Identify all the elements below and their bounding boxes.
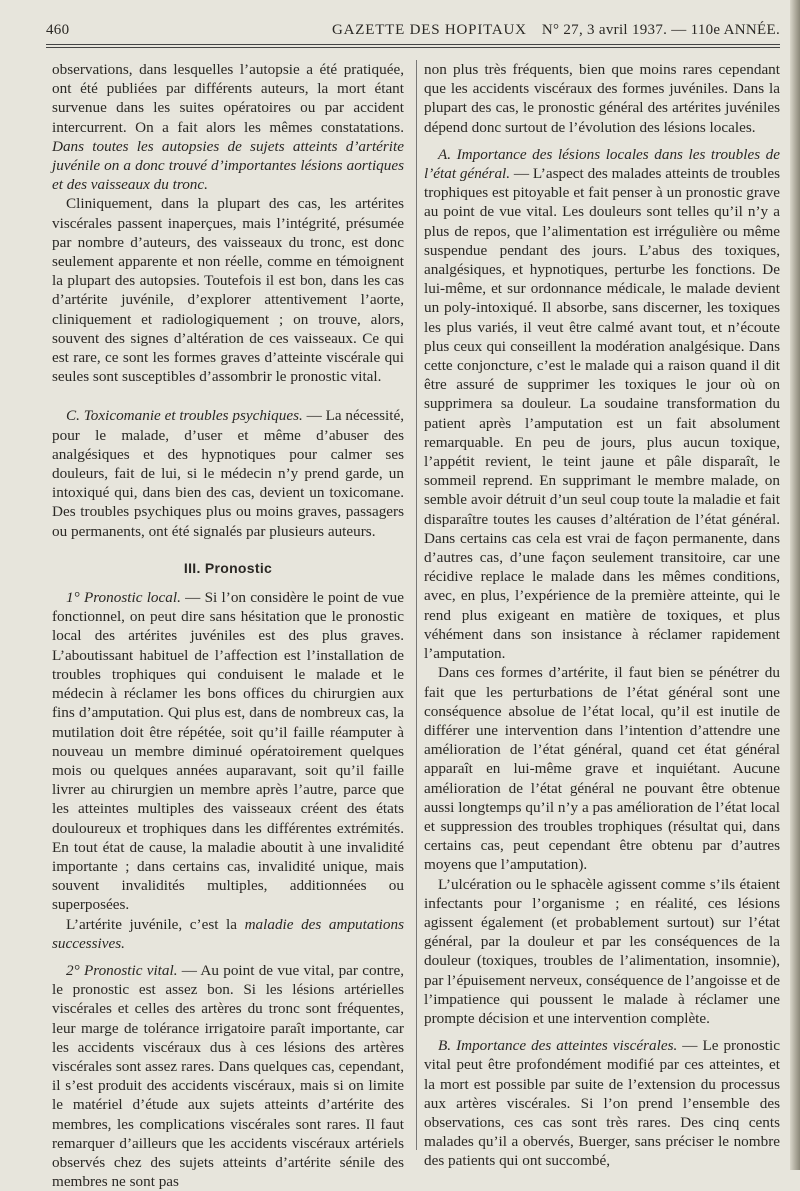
- paragraph: [52, 406, 404, 540]
- paragraph: [52, 588, 404, 914]
- paragraph-text: — La nécessité, pour le malade, d’user et même d’abuser des analgésiques et des hypnotiques pour calmer ses douleurs, fait de lui, si le médecin n’y prend garde, un intoxiqué qui, dans bien des cas, devient un toxicomane. Des troubles psychiques plus ou moins graves, passagers ou permanents, ont été signalés par plusieurs auteurs.: [52, 407, 405, 540]
- paragraph-text: — Le pronostic vital peut être profondément modifié par ces atteintes, et la mort est possible par suite de l’extension du processus aux artères viscérales. Si l’on prend l’ensemble des observations, ces cas sont très rares. Des cinq cents malades qu’il a obervés, Buerger, sans préciser le nombre des patients qui ont succombé,: [424, 1037, 780, 1170]
- header-rule: [46, 44, 780, 45]
- paragraph-lead: B. Importance des atteintes viscérales.: [438, 1037, 678, 1055]
- column-divider: [416, 60, 417, 1150]
- paragraph: [52, 915, 404, 953]
- paragraph-lead: 1° Pronostic local.: [66, 589, 181, 607]
- paragraph: [424, 145, 780, 663]
- page-header: [46, 20, 780, 42]
- paragraph-lead: A. Importance des lésions locales dans les troubles de l’état général.: [424, 145, 780, 183]
- paragraph-text: — Au point de vue vital, par contre, le pronostic est assez bon. Si les lésions artérielles viscérales et celles des artères du tronc sont fréquentes, leur marge de tolérance irrigatoire paraît importante, car les accidents viscéraux dus à ces lésions des artères viscérales sont assez rares. Dans quelques cas, cependant, il s’est produit des accidents viscéraux, mais si on limite le matériel d’étude aux sujets atteints d’artérite des membres, les complications viscérales sont rares. Il faut remarquer d’ailleurs que les accidents viscéraux artériels observés chez des sujets atteints d’artérite sénile des membres ne sont pas: [52, 961, 404, 1191]
- header-rule-2: [46, 47, 780, 48]
- right-column: [424, 60, 780, 1170]
- paragraph-text: — Si l’on considère le point de vue fonctionnel, on peut dire sans hésitation que le pronostic local des artérites juvéniles est des plus graves. L’aboutissant habituel de l’affection est l’installation de troubles trophiques qui conduisent le malade et le médecin à réclamer les bons offices du chirurgien aux fins d’amputation. Qui plus est, dans de nombreux cas, la mutilation doit être répétée, soit qu’il faille réamputer à nouveau un membre diminué opératoirement quelques mois ou quelques années auparavant, soit qu’il faille livrer au chirurgien un membre après l’autre, parce que les atteintes multiples des vaisseaux créent des états douloureux et trophiques dans les différentes extrémités. En tout état de cause, la maladie aboutit à une invalidité importante ; dans certains cas, invalidité unique, mais souvent invalidités multiples, additionnées ou superposées.: [52, 589, 404, 914]
- paragraph: [424, 1036, 780, 1170]
- paragraph: [52, 60, 404, 194]
- paragraph-italic: maladie des amputations successives.: [52, 915, 404, 952]
- paragraph-lead: C. Toxicomanie et troubles psychiques.: [66, 407, 303, 425]
- paragraph-lead: 2° Pronostic vital.: [66, 961, 178, 979]
- paragraph-text: L’artérite juvénile, c’est la: [66, 915, 245, 933]
- issue-info: N° 27, 3 avril 1937. — 110e ANNÉE.: [541, 22, 780, 38]
- section-title: III. Pronostic: [183, 559, 273, 576]
- paragraph: L’ulcération ou le sphacèle agissent comme s’ils étaient infectants pour l’organisme ; en réalité, ces lésions agissent également (et probablement surtout) sur l’état général, par la douleur et par les conséquences de la douleur (toxiques, troubles de l’alimentation, insomnie), par l’épuisement nerveux, conséquence de l’angoisse et de l’impatience qui poussent le malade à réclamer une prompte décision et une intervention complète.: [424, 875, 780, 1027]
- paragraph-italic: Dans toutes les autopsies de sujets atteints d’artérite juvénile on a donc trouvé d’importantes lésions aortiques et des vaisseaux du tronc.: [52, 137, 404, 194]
- paragraph-text: observations, dans lesquelles l’autopsie a été pratiquée, ont été publiées par différents auteurs, la mort étant survenue dans les suites opératoires ou par accident intercurrent. On a fait alors les mêmes constatations.: [52, 61, 404, 136]
- left-column: [52, 60, 405, 1191]
- paragraph: Dans ces formes d’artérite, il faut bien se pénétrer du fait que les perturbations de l’état général sont une conséquence absolue de l’état local, qu’il est inutile de différer une intervention dans l’intention d’attendre une amélioration de l’état général, quand cet état général apparaît en lui-même grave et inquiétant. Aucune amélioration de l’état général ne pouvant être obtenue aussi longtemps qu’il n’y a pas amélioration de l’état local et suppression des troubles trophiques (résultat qui, dans certains cas, peut cependant être obtenu par d’autres moyens que l’amputation).: [424, 664, 780, 874]
- page-number: 460: [46, 22, 70, 38]
- journal-title: GAZETTE DES HOPITAUX: [332, 22, 527, 38]
- paragraph-text: — L’aspect des malades atteints de troubles trophiques est pitoyable et fait penser à un pronostic grave au point de vue vital. Les douleurs sont telles qu’il n’y a plus de repos, que l’alimentation est irrégulière ou même suspendue pendant des jours. L’abus des toxiques, analgésiques, et hypnotiques, perturbe les fonctions. De lui-même, et sur ordonnance médicale, le malade devient un poly-intoxiqué. Il absorbe, sans discerner, les toxiques les plus variés, il veut être calmé avant tout, et n’écoute plus ceux qui conseillent la modération analgésique. Dans cette conjoncture, c’est le malade qui a raison quand il dit être assuré de supprimer les toxiques le jour où on supprimera sa douleur. La soudaine transformation du patient après l’amputation est un fait absolument remarquable. En peu de jours, plus aucun toxique, l’appétit revient, le teint jaune et pâle disparaît, le sommeil reprend. En supprimant le membre malade, on semble avoir détruit d’un seul coup toute la maladie et fait disparaître toutes les causes d’altération de l’état général. Dans certains cas cela est vrai de façon permanente, dans d’autres cas, d’une façon seulement transitoire, car une récidive replace le malade dans les mêmes conditions, avec, en plus, l’expérience de la première atteinte, qui le rend plus exigeant en matière de toxiques, et plus véhément dans son insistance à réclamer rapidement l’amputation.: [424, 165, 780, 663]
- paragraph: Cliniquement, dans la plupart des cas, les artérites viscérales passent inaperçues, mais l’intégrité, présumée par nombre d’auteurs, des vaisseaux du tronc, est donc seulement apparente et non réelle, comme en témoignent la plupart des autopsies. Toutefois il est bon, dans les cas d’artérite juvénile, d’explorer attentivement l’aorte, cliniquement et radiologiquement ; on trouve, alors, souvent des signes d’altération de ces vaisseaux. Ce qui est rare, ce sont les formes graves d’atteinte viscérale qui seules sont susceptibles d’assombrir le pronostic vital.: [52, 195, 404, 386]
- paragraph: non plus très fréquents, bien que moins rares cependant que les accidents viscéraux des formes juvéniles. Dans la plupart des cas, le pronostic général des artérites juvéniles dépend donc surtout de l’évolution des lésions locales.: [424, 61, 780, 136]
- paragraph: [52, 961, 404, 1191]
- page-edge: [790, 0, 800, 1170]
